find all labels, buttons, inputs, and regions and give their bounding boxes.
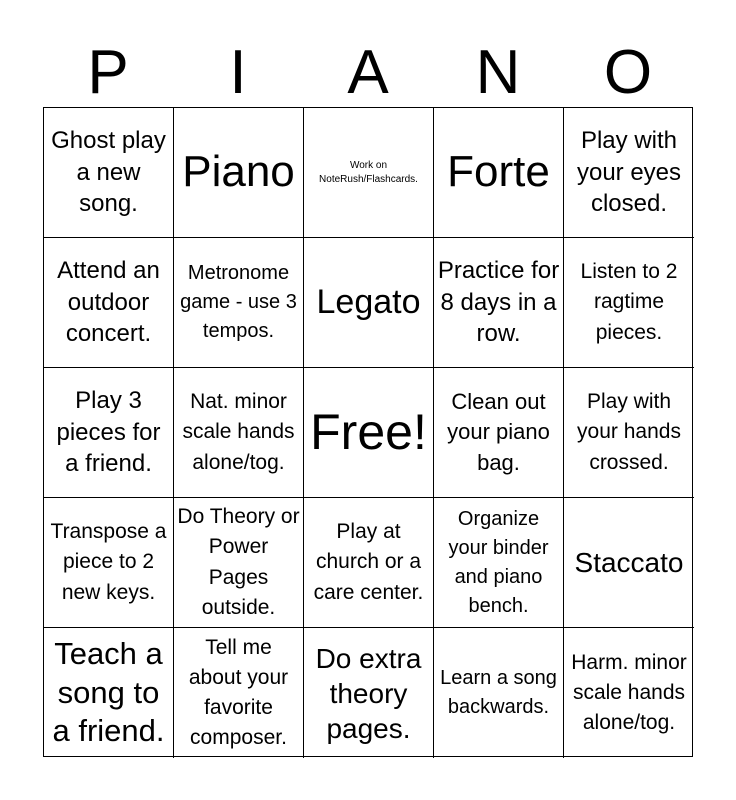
bingo-cell[interactable] — [44, 108, 174, 238]
bingo-cell[interactable] — [434, 108, 564, 238]
bingo-cell[interactable] — [564, 238, 694, 368]
bingo-cell[interactable] — [174, 238, 304, 368]
cell-text: Legato — [316, 283, 421, 322]
bingo-cell[interactable] — [44, 628, 174, 758]
cell-text: Staccato — [574, 547, 684, 578]
cell-text: Tell me about your favorite composer. — [188, 635, 289, 750]
bingo-header — [43, 38, 693, 108]
bingo-cell[interactable] — [434, 498, 564, 628]
cell-text: Harm. minor scale hands alone/tog. — [571, 650, 687, 734]
bingo-cell[interactable] — [564, 498, 694, 628]
bingo-cell[interactable] — [174, 108, 304, 238]
bingo-cell[interactable] — [304, 238, 434, 368]
cell-text: Learn a song backwards. — [440, 667, 557, 718]
bingo-cell[interactable] — [564, 628, 694, 758]
bingo-cell[interactable] — [44, 498, 174, 628]
bingo-cell[interactable] — [304, 498, 434, 628]
bingo-cell[interactable] — [174, 368, 304, 498]
cell-text: Attend an outdoor concert. — [57, 256, 160, 348]
cell-text: Free! — [310, 404, 427, 460]
bingo-cell[interactable] — [434, 238, 564, 368]
cell-text: Do extra theory pages. — [315, 642, 422, 744]
bingo-cell[interactable] — [564, 108, 694, 238]
header-letter-o: O — [603, 38, 653, 107]
header-letter-i: I — [229, 38, 247, 107]
cell-text: Practice for 8 days in a row. — [437, 256, 560, 348]
bingo-cell[interactable] — [304, 368, 434, 498]
bingo-board — [43, 107, 693, 757]
bingo-cell[interactable] — [174, 628, 304, 758]
cell-text: Listen to 2 ragtime pieces. — [580, 260, 678, 344]
cell-text: Organize your binder and piano bench. — [448, 507, 549, 617]
cell-text: Teach a song to a friend. — [52, 635, 165, 749]
cell-text: Play at church or a care center. — [313, 520, 424, 604]
cell-text: Nat. minor scale hands alone/tog. — [182, 390, 295, 474]
bingo-cell[interactable] — [304, 628, 434, 758]
bingo-cell[interactable] — [44, 368, 174, 498]
bingo-cell[interactable] — [304, 108, 434, 238]
cell-text: Play with your eyes closed. — [576, 126, 682, 218]
cell-text: Forte — [447, 147, 550, 197]
cell-text: Piano — [182, 147, 295, 197]
cell-text: Clean out your piano bag. — [447, 388, 550, 475]
header-letter-p: P — [87, 38, 129, 107]
bingo-cell[interactable] — [174, 498, 304, 628]
cell-text: Work on NoteRush/Flashcards. — [319, 160, 418, 185]
header-letter-n: N — [475, 38, 521, 107]
cell-text: Metronome game - use 3 tempos. — [180, 262, 297, 342]
bingo-cell[interactable] — [434, 628, 564, 758]
cell-text: Play with your hands crossed. — [577, 390, 681, 474]
bingo-cell[interactable] — [44, 238, 174, 368]
header-letter-a: A — [347, 38, 389, 107]
cell-text: Do Theory or Power Pages outside. — [177, 505, 300, 619]
cell-text: Play 3 pieces for a friend. — [56, 386, 161, 478]
bingo-cell[interactable] — [564, 368, 694, 498]
cell-text: Ghost play a new song. — [51, 126, 166, 218]
bingo-cell[interactable] — [434, 368, 564, 498]
cell-text: Transpose a piece to 2 new keys. — [50, 520, 167, 604]
